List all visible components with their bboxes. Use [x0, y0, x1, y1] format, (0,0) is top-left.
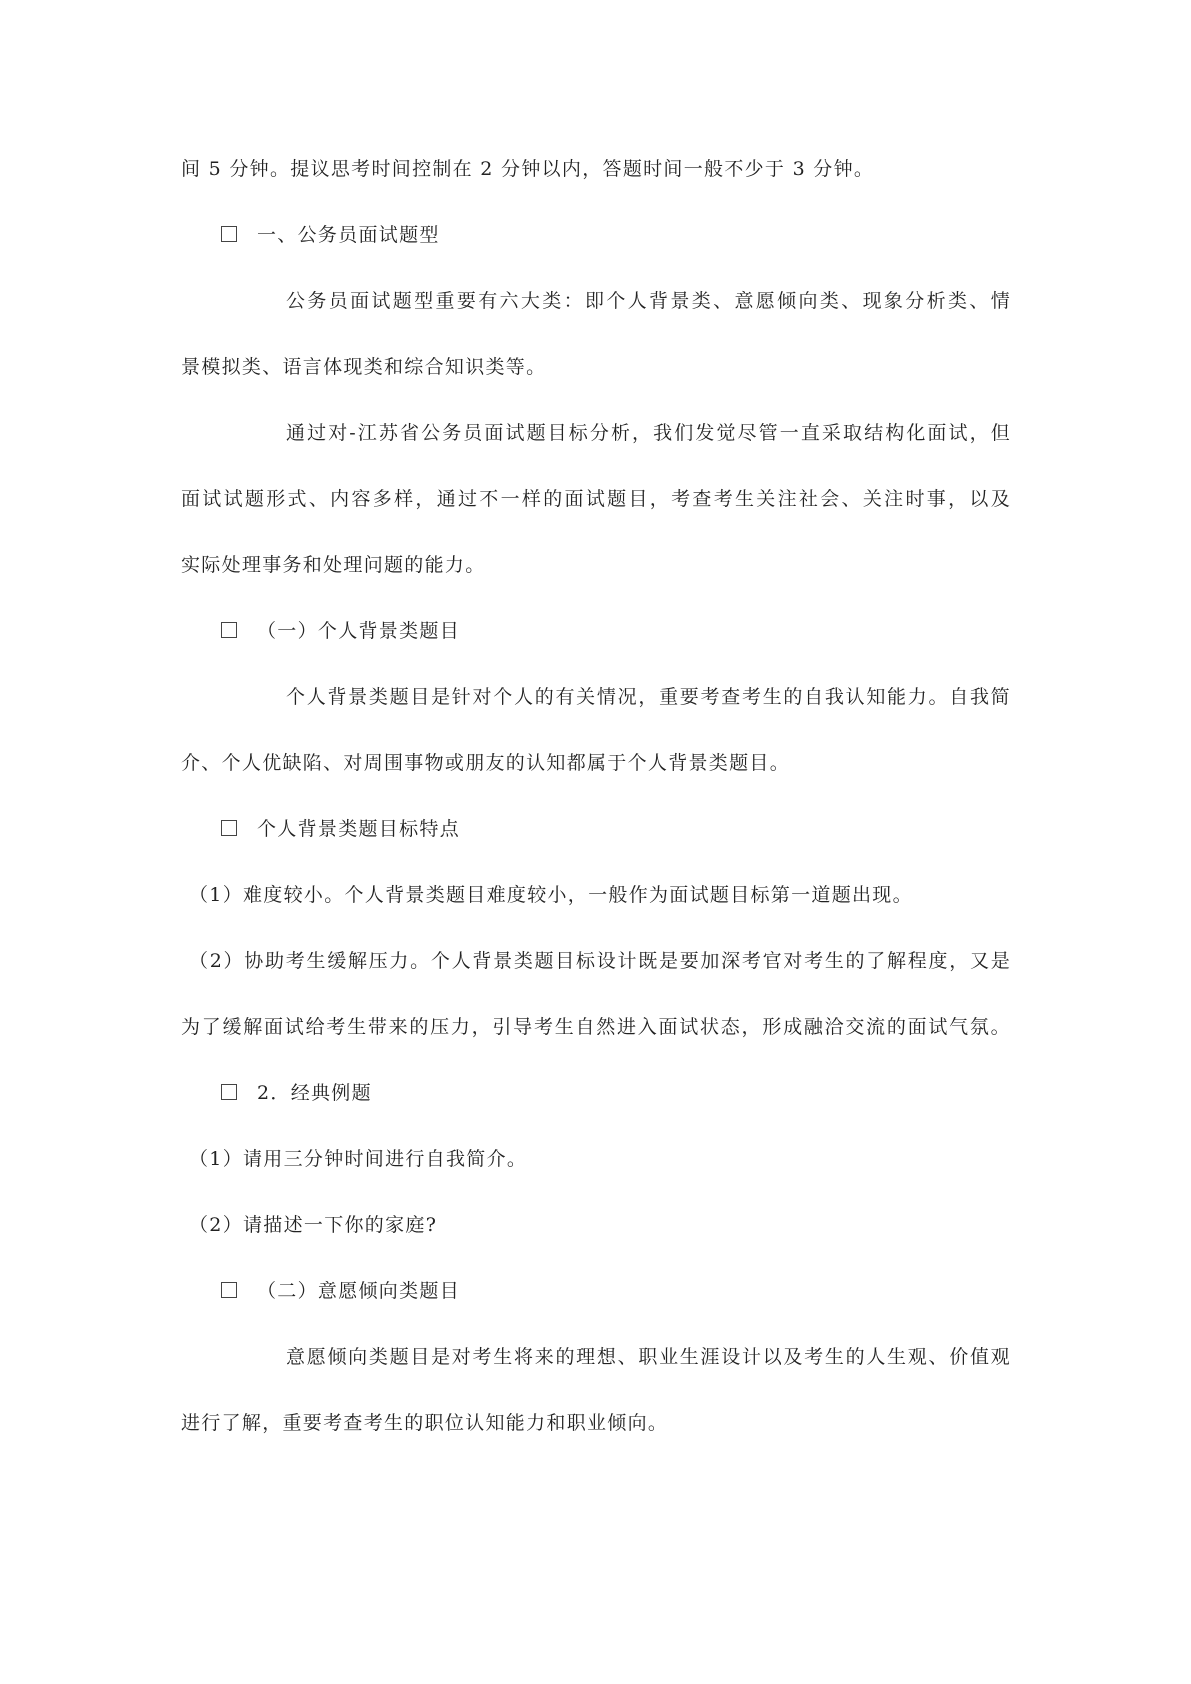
list-item: （2）请描述一下你的家庭? [189, 1214, 438, 1236]
heading-text: （二）意愿倾向类题目 [257, 1280, 461, 1302]
paragraph-line: 个人背景类题目是针对个人的有关情况，重要考查考生的自我认知能力。自我简 [286, 686, 1011, 708]
checkbox-icon [221, 1282, 237, 1298]
paragraph-line: 为了缓解面试给考生带来的压力，引导考生自然进入面试状态，形成融洽交流的面试气氛。 [181, 1016, 1011, 1038]
paragraph-line: 景模拟类、语言体现类和综合知识类等。 [181, 356, 547, 378]
paragraph-line: 意愿倾向类题目是对考生将来的理想、职业生涯设计以及考生的人生观、价值观 [286, 1346, 1011, 1368]
section-heading [221, 1080, 372, 1106]
list-item: （2）协助考生缓解压力。个人背景类题目标设计既是要加深考官对考生的了解程度，又是 [189, 950, 1011, 972]
paragraph-line: 面试试题形式、内容多样，通过不一样的面试题目，考查考生关注社会、关注时事，以及 [181, 488, 1011, 510]
paragraph-line: 通过对-江苏省公务员面试题目标分析，我们发觉尽管一直采取结构化面试，但 [286, 422, 1011, 444]
checkbox-icon [221, 820, 237, 836]
list-item: （1）难度较小。个人背景类题目难度较小，一般作为面试题目标第一道题出现。 [189, 884, 913, 906]
paragraph-line: 间 5 分钟。提议思考时间控制在 2 分钟以内，答题时间一般不少于 3 分钟。 [181, 158, 875, 180]
heading-text: 一、公务员面试题型 [257, 224, 440, 246]
checkbox-icon [221, 226, 237, 242]
paragraph-line: 实际处理事务和处理问题的能力。 [181, 554, 486, 576]
checkbox-icon [221, 622, 237, 638]
section-heading [221, 222, 440, 248]
checkbox-icon [221, 1084, 237, 1100]
section-heading [221, 1278, 460, 1304]
section-heading [221, 618, 460, 644]
list-item: （1）请用三分钟时间进行自我简介。 [189, 1148, 528, 1170]
heading-text: 2．经典例题 [257, 1082, 372, 1104]
paragraph-line: 进行了解，重要考查考生的职位认知能力和职业倾向。 [181, 1412, 669, 1434]
paragraph-line: 公务员面试题型重要有六大类：即个人背景类、意愿倾向类、现象分析类、情 [286, 290, 1011, 312]
heading-text: （一）个人背景类题目 [257, 620, 461, 642]
paragraph-line: 介、个人优缺陷、对周围事物或朋友的认知都属于个人背景类题目。 [181, 752, 791, 774]
heading-text: 个人背景类题目标特点 [257, 818, 461, 840]
section-heading [221, 816, 460, 842]
